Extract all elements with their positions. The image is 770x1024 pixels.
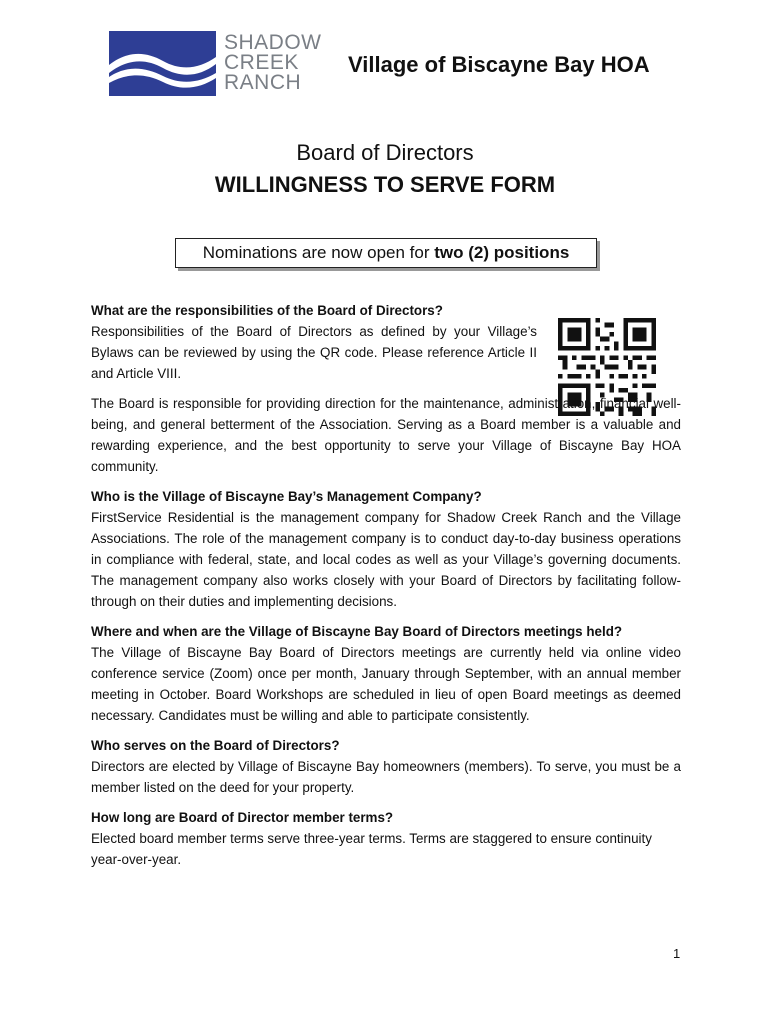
form-subtitle: Board of Directors — [296, 140, 474, 165]
section-heading: Who is the Village of Biscayne Bay’s Management Company? — [91, 489, 482, 504]
section-terms — [91, 807, 681, 870]
section-management-company — [91, 486, 681, 612]
section-meetings — [91, 621, 681, 726]
page-number: 1 — [673, 946, 681, 961]
hoa-title: Village of Biscayne Bay HOA — [348, 52, 650, 77]
section-paragraph: Responsibilities of the Board of Directors as defined by your Village’s Bylaws can be reviewed by using the QR code. Please reference Article II and Article VIII. — [91, 324, 537, 381]
section-heading: Who serves on the Board of Directors? — [91, 738, 340, 753]
logo-line-2: CREEK — [224, 51, 299, 74]
section-paragraph: Elected board member terms serve three-year terms. Terms are staggered to ensure continuity year-over-year. — [91, 831, 652, 867]
section-paragraph: Directors are elected by Village of Biscayne Bay homeowners (members). To serve, you must be a member listed on the deed for your property. — [91, 759, 681, 795]
logo-line-1: SHADOW — [224, 31, 322, 54]
section-paragraph: The Board is responsible for providing direction for the maintenance, administration, financial well-being, and general betterment of the Association. Serving as a Board member is a valuable and rewarding experience, and the best opportunity to serve your Village of Biscayne Bay HOA community. — [91, 396, 681, 474]
logo-line-3: RANCH — [224, 71, 302, 94]
logo-wordmark — [224, 33, 334, 93]
section-heading: Where and when are the Village of Biscayne Bay Board of Directors meetings held? — [91, 624, 623, 639]
section-paragraph: FirstService Residential is the management company for Shadow Creek Ranch and the Village Associations. The role of the management company is to conduct day-to-day business operations in compliance with federal, state, and local codes as well as your Village’s governing documents. The management company also works closely with your Board of Directors by facilitating follow-through on their duties and implementing decisions. — [91, 510, 681, 609]
section-heading: What are the responsibilities of the Board of Directors? — [91, 303, 443, 318]
nomination-emphasis: two (2) positions — [434, 243, 570, 262]
section-who-serves — [91, 735, 681, 798]
form-title: WILLINGNESS TO SERVE FORM — [214, 172, 556, 197]
section-responsibilities — [91, 300, 681, 477]
section-heading: How long are Board of Director member terms? — [91, 810, 394, 825]
logo-wave-icon — [109, 31, 216, 96]
form-content — [91, 300, 681, 879]
section-paragraph: The Village of Biscayne Bay Board of Directors meetings are currently held via online video conference service (Zoom) once per month, January through September, with an annual member meeting in October. Board Workshops are scheduled in lieu of open Board meetings as deemed necessary. Candidates must be willing and able to participate consistently. — [91, 645, 681, 723]
nomination-banner — [175, 238, 597, 268]
nomination-text: Nominations are now open for — [202, 243, 435, 262]
